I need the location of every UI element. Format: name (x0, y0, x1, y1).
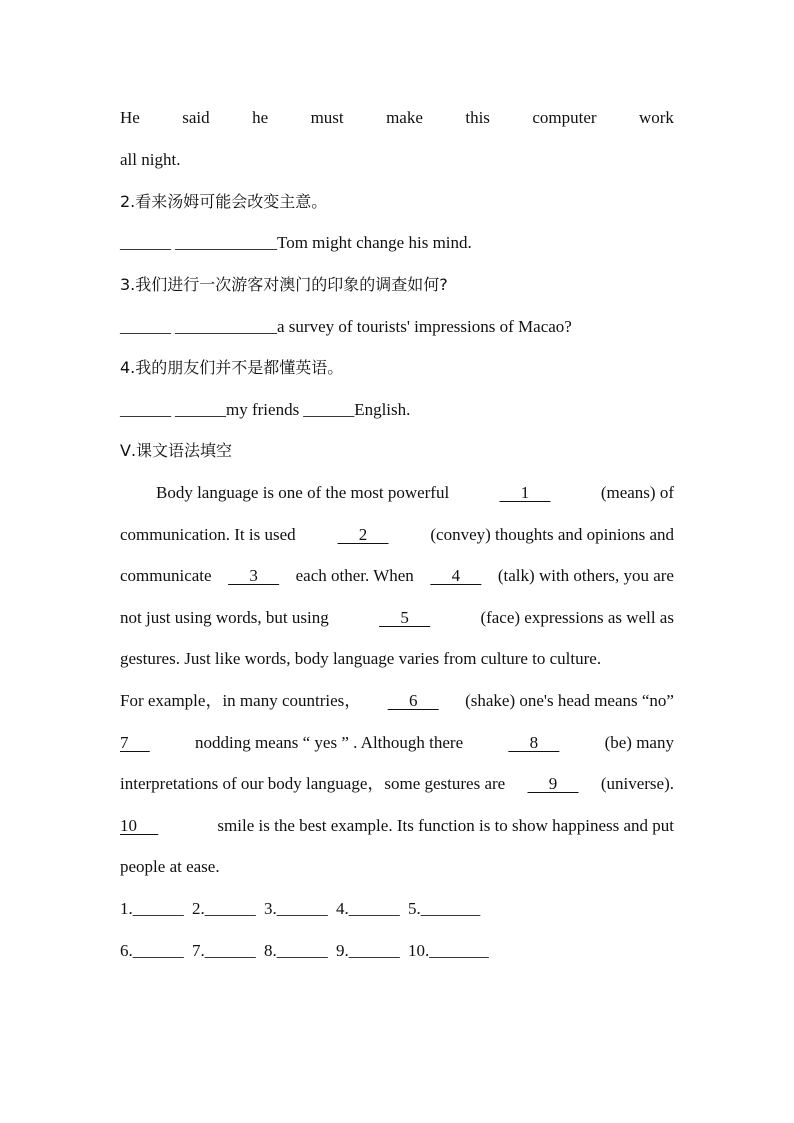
answer-slot[interactable]: 6.______ (120, 941, 184, 960)
answer-blank-10[interactable]: 10 (120, 816, 159, 835)
passage-line (120, 772, 674, 796)
passage-line (120, 564, 674, 588)
answer-blank-4[interactable]: 4 (430, 566, 482, 585)
q2-answer-line (120, 231, 674, 255)
passage-text: smile is the best example. Its function is to show happiness and put (217, 816, 674, 835)
passage-line (120, 855, 674, 879)
answer-blank-6[interactable]: 6 (387, 691, 439, 710)
passage-text: (means) of (600, 483, 674, 502)
q2-chinese: 2.看来汤姆可能会改变主意。 (120, 192, 328, 211)
q3-answer-line (120, 315, 674, 339)
passage-text: not just using words, but using (120, 608, 329, 627)
answer-blank-9[interactable]: 9 (527, 774, 579, 793)
passage-text: interpretations of our body language，some gestures are (120, 774, 506, 793)
answer-slot[interactable]: 1.______ (120, 899, 184, 918)
q1-sentence-line1 (120, 106, 674, 130)
q1-word: said (182, 108, 210, 127)
q4-blank[interactable]: ______ (120, 400, 171, 419)
q2-blank[interactable]: ____________ (175, 233, 277, 252)
q4-answer-line (120, 398, 674, 422)
q1-word: he (252, 108, 269, 127)
passage-text: (be) many (604, 733, 674, 752)
q3-chinese: 3.我们进行一次游客对澳门的印象的调查如何? (120, 275, 448, 294)
q1-word: work (638, 108, 674, 127)
answer-blank-2[interactable]: 2 (337, 525, 389, 544)
answer-blank-8[interactable]: 8 (508, 733, 560, 752)
q3-blank[interactable]: ____________ (175, 317, 277, 336)
passage-line (120, 689, 674, 713)
passage-line (120, 731, 674, 755)
answer-slot[interactable]: 5._______ (408, 899, 481, 918)
answer-slot[interactable]: 8.______ (264, 941, 328, 960)
passage-text: each other. When (295, 566, 414, 585)
passage-line (120, 647, 674, 671)
passage-text: (talk) with others, you are (497, 566, 674, 585)
q4-chinese: 4.我的朋友们并不是都懂英语。 (120, 358, 344, 377)
q4-blank[interactable]: ______ (303, 400, 355, 419)
q1-sentence-line2: all night. (120, 150, 181, 169)
q1-word: must (310, 108, 344, 127)
passage-text: (universe). (600, 774, 674, 793)
q1-word: this (465, 108, 490, 127)
passage-line (120, 814, 674, 838)
q1-word: computer (532, 108, 597, 127)
q3-english: a survey of tourists' impressions of Macao? (277, 317, 572, 336)
q1-word: He (120, 108, 140, 127)
answer-blank-5[interactable]: 5 (379, 608, 431, 627)
passage-text: (shake) one's head means “no” (465, 691, 674, 710)
answer-row-1 (120, 897, 484, 921)
q2-english: Tom might change his mind. (277, 233, 472, 252)
passage-text: (convey) thoughts and opinions and (430, 525, 674, 544)
q1-word: make (386, 108, 423, 127)
passage-line (120, 481, 674, 505)
q4-text: English. (354, 400, 411, 419)
passage-line (120, 606, 674, 630)
answer-row-2 (120, 939, 493, 963)
answer-slot[interactable]: 2.______ (192, 899, 256, 918)
answer-slot[interactable]: 7.______ (192, 941, 256, 960)
passage-text: gestures. Just like words, body language varies from culture to culture. (120, 649, 602, 668)
passage-line (120, 523, 674, 547)
answer-slot[interactable]: 10._______ (408, 941, 489, 960)
passage-text: communication. It is used (120, 525, 296, 544)
answer-slot[interactable]: 9.______ (336, 941, 400, 960)
answer-blank-3[interactable]: 3 (228, 566, 280, 585)
passage-text: Body language is one of the most powerful (156, 483, 450, 502)
passage-text: nodding means “ yes ” . Although there (194, 733, 464, 752)
passage-text: communicate (120, 566, 212, 585)
passage-text: (face) expressions as well as (480, 608, 674, 627)
answer-slot[interactable]: 3.______ (264, 899, 328, 918)
q3-blank[interactable]: ______ (120, 317, 171, 336)
passage-text: For example，in many countries， (120, 691, 362, 710)
answer-blank-1[interactable]: 1 (499, 483, 551, 502)
passage-text: people at ease. (120, 857, 220, 876)
answer-slot[interactable]: 4.______ (336, 899, 400, 918)
answer-blank-7[interactable]: 7 (120, 733, 150, 752)
q4-text: my friends (226, 400, 300, 419)
section-title: Ⅴ.课文语法填空 (120, 441, 233, 460)
q4-blank[interactable]: ______ (175, 400, 226, 419)
q2-blank[interactable]: ______ (120, 233, 171, 252)
